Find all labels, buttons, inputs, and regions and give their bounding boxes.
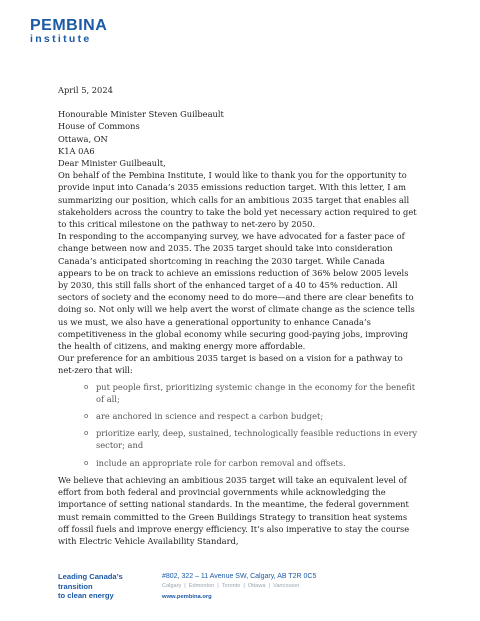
city: Edmonton	[188, 583, 215, 589]
bullet-icon: o	[84, 382, 89, 391]
city: Ottawa	[247, 583, 266, 589]
pembina-logo	[30, 18, 107, 45]
paragraph: Our preference for an ambitious 2035 target is based on a vision for a pathway to net-zero that will:	[58, 353, 403, 376]
list-item	[58, 457, 420, 469]
address-line: Ottawa, ON	[58, 133, 108, 144]
address-line: House of Commons	[58, 121, 140, 132]
address-line: K1A 0A6	[58, 145, 95, 156]
list-item	[58, 427, 420, 451]
paragraph: We believe that achieving an ambitious 2035 target will take an equivalent level of effort from both federal and provincial governments while acknowledging the importance of setting national standards. In the meantime, the federal government must remain committed to the Green Buildings Strategy to transition heat systems off fossil fuels and improve energy efficiency. It’s also imperative to stay the course with Electric Vehicle Availability Standard,	[58, 474, 410, 546]
bullet-icon: o	[84, 458, 89, 467]
letter-body	[58, 84, 420, 547]
logo-subtitle: institute	[30, 33, 92, 45]
recipient-address	[58, 108, 420, 157]
footer-website-link[interactable]: www.pembina.org	[162, 594, 212, 600]
footer-tagline	[58, 572, 158, 601]
list-item-text: are anchored in science and respect a carbon budget;	[96, 411, 324, 422]
footer-address: #802, 322 – 11 Avenue SW, Calgary, AB T2R 0C5	[162, 573, 317, 580]
list-item-text: prioritize early, deep, sustained, technologically feasible reductions in every sector; and	[96, 428, 418, 451]
vision-list	[58, 381, 420, 469]
tagline-line: Leading Canada’s transition	[58, 572, 123, 591]
city: Vancouver	[273, 583, 300, 589]
footer-cities	[162, 582, 299, 590]
letter-date: April 5, 2024	[58, 85, 113, 95]
city-separator: |	[217, 583, 219, 589]
tagline-line: to clean energy	[58, 591, 114, 600]
city-separator: |	[184, 583, 186, 589]
city: Toronto	[221, 583, 241, 589]
list-item-text: include an appropriate role for carbon removal and offsets.	[96, 457, 346, 468]
bullet-icon: o	[84, 429, 89, 438]
list-item	[58, 381, 420, 405]
address-line: Honourable Minister Steven Guilbeault	[58, 109, 224, 120]
city: Calgary	[162, 583, 182, 589]
city-separator: |	[243, 583, 245, 589]
paragraph: In responding to the accompanying survey, we have advocated for a faster pace of change between now and 2035. The 2035 target should take into consideration Canada’s anticipated shortcoming in reaching the 2030 target. While Canada appears to be on track to achieve an emissions reduction of 36% below 2005 levels by 2030, this still falls short of the enhanced target of a 40 to 45% reduction. All sectors of society and the economy need to do more—and there are clear benefits to doing so. Not only will we help avert the worst of climate change as the science tells us we must, we also have a generational opportunity to enhance Canada’s competitiveness in the global economy while securing good-paying jobs, improving the health of citizens, and making energy more affordable.	[58, 231, 415, 352]
logo-name: PEMBINA	[30, 17, 108, 34]
list-item	[58, 410, 420, 422]
paragraph: On behalf of the Pembina Institute, I would like to thank you for the opportunity to provide input into Canada’s 2035 emissions reduction target. With this letter, I am summarizing our position, which calls for an ambitious 2035 target that enables all stakeholders across the country to take the bold yet necessary action required to get to this critical milestone on the pathway to net-zero by 2050.	[58, 170, 417, 230]
city-separator: |	[268, 583, 270, 589]
bullet-icon: o	[84, 412, 89, 421]
list-item-text: put people first, prioritizing systemic change in the economy for the benefit of all;	[96, 381, 416, 404]
salutation: Dear Minister Guilbeault,	[58, 158, 166, 169]
